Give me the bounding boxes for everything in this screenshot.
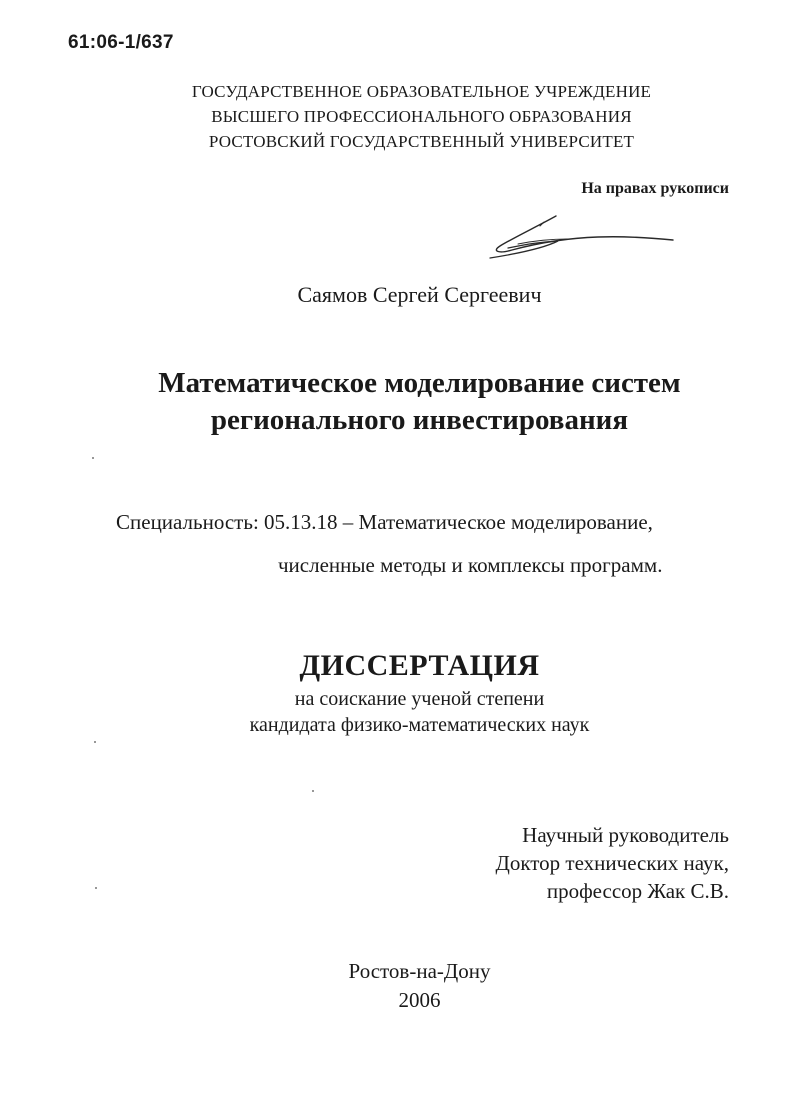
institution-line-1: ГОСУДАРСТВЕННОЕ ОБРАЗОВАТЕЛЬНОЕ УЧРЕЖДЕНИЕ xyxy=(191,82,652,101)
rights-note: На правах рукописи xyxy=(581,180,729,197)
specialty-line-1: Специальность: 05.13.18 – Математическое моделирование, xyxy=(116,510,653,534)
place-and-year xyxy=(20,957,799,1015)
document-type: ДИССЕРТАЦИЯ xyxy=(299,649,540,682)
dissertation-title xyxy=(20,365,799,439)
supervisor-line-2: Доктор технических наук, xyxy=(495,851,729,875)
scan-speck xyxy=(92,457,94,459)
degree-line-2: кандидата физико-математических наук xyxy=(249,714,590,736)
title-line-1: Математическое моделирование систем xyxy=(158,367,681,399)
scan-speck xyxy=(312,790,314,792)
title-line-2: регионального инвестирования xyxy=(210,404,629,436)
catalog-code: 61:06-1/637 xyxy=(68,32,174,53)
scan-speck xyxy=(94,741,96,743)
author-name: Саямов Сергей Сергеевич xyxy=(297,282,542,307)
place: Ростов-на-Дону xyxy=(348,959,491,983)
specialty-line-2: численные методы и комплексы программ. xyxy=(278,553,663,577)
supervisor-line-1: Научный руководитель xyxy=(522,823,729,847)
degree-statement xyxy=(20,686,799,738)
year: 2006 xyxy=(398,988,441,1012)
signature-icon xyxy=(478,208,688,268)
institution-line-2: ВЫСШЕГО ПРОФЕССИОНАЛЬНОГО ОБРАЗОВАНИЯ xyxy=(211,107,632,126)
institution-header xyxy=(22,79,799,154)
scan-speck xyxy=(95,887,97,889)
supervisor-line-3: профессор Жак С.В. xyxy=(546,879,729,903)
degree-line-1: на соискание ученой степени xyxy=(294,688,545,710)
institution-line-3: РОСТОВСКИЙ ГОСУДАРСТВЕННЫЙ УНИВЕРСИТЕТ xyxy=(208,132,635,151)
supervisor-block xyxy=(496,821,729,905)
